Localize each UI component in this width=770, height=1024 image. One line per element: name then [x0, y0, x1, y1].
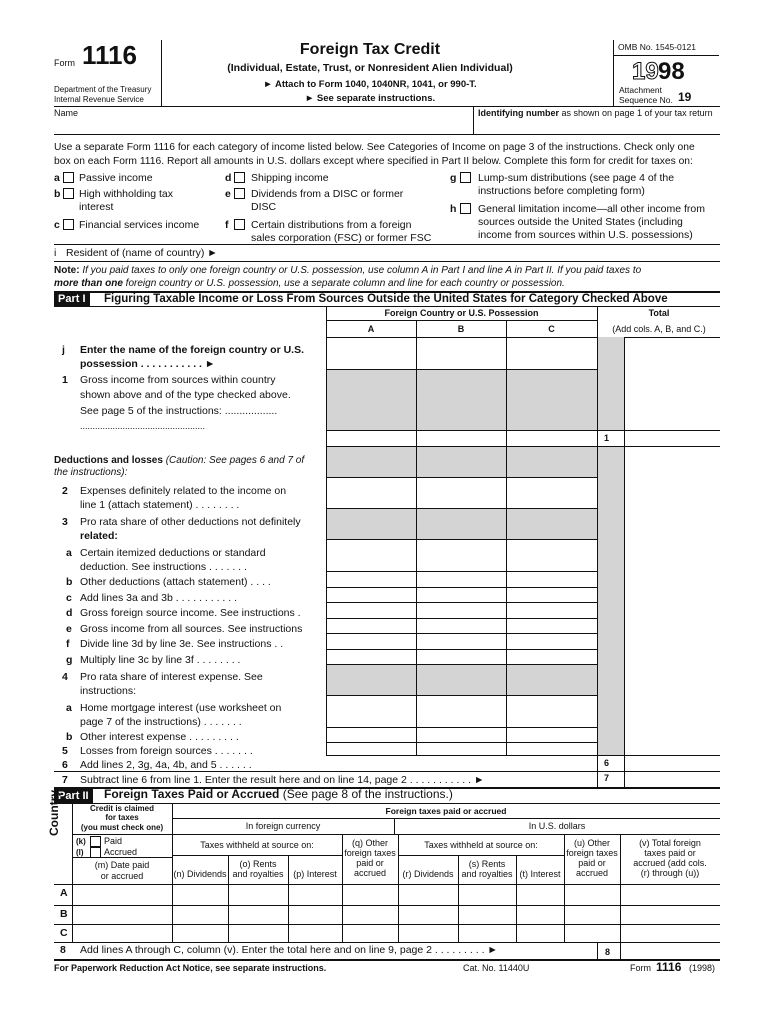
col-n-header: (n) Dividends: [173, 869, 227, 879]
category-letter: a: [54, 172, 60, 184]
category-a-checkbox[interactable]: [63, 172, 74, 183]
accrued-label: Accrued: [104, 847, 138, 857]
catalog-number: Cat. No. 11440U: [463, 963, 530, 973]
deductions-heading: Deductions and losses (Caution: See pages 6 and 7 of: [54, 455, 305, 466]
line4a-text1: Home mortgage interest (use worksheet on: [80, 702, 282, 714]
row-c-label: C: [60, 927, 68, 939]
country-vertical-label: Country: [47, 790, 61, 836]
category-d-checkbox[interactable]: [234, 172, 245, 183]
line-j-text1: Enter the name of the foreign country or U.S.: [80, 344, 305, 356]
footer-year: (1998): [689, 963, 716, 973]
col-v-header3: accrued (add cols.: [633, 858, 707, 868]
col-b-country-name[interactable]: [417, 338, 505, 368]
form-subtitle: (Individual, Estate, Trust, or Nonresident Alien Individual): [227, 62, 513, 74]
line6-text: Add lines 2, 3g, 4a, 4b, and 5 . . . . . .: [80, 759, 252, 771]
category-letter: b: [54, 188, 61, 200]
col-u-header2: foreign taxes: [566, 848, 618, 858]
total-header: Total: [648, 308, 670, 318]
line1-col-c[interactable]: [507, 431, 596, 445]
category-h-label: General limitation income—all other income from: [478, 203, 706, 215]
line4a-letter: a: [66, 702, 72, 714]
foreign-country-header: Foreign Country or U.S. Possession: [384, 308, 539, 318]
note-line1: Note: If you paid taxes to only one foreign country or U.S. possession, use column A in Part I and line A in Part II. If you paid taxes to: [54, 265, 642, 276]
line3f-text: Divide line 3d by line 3e. See instructions . .: [80, 638, 284, 650]
row-b-date-field[interactable]: [73, 906, 171, 923]
line3a-letter: a: [66, 547, 72, 559]
category-h-label2: sources outside the United States (including: [478, 216, 683, 228]
foreign-taxes-paid-header: Foreign taxes paid or accrued: [385, 806, 507, 816]
col-s-header2: and royalties: [461, 869, 513, 879]
category-a-label: Passive income: [79, 172, 153, 184]
col-p-header: (p) Interest: [293, 869, 337, 879]
col-a-header: A: [367, 324, 375, 334]
line6-box-label: 6: [604, 758, 610, 768]
col-q-header2: foreign taxes: [344, 848, 396, 858]
total-subheader: (Add cols. A, B, and C.): [612, 324, 706, 334]
part2-title: Foreign Taxes Paid or Accrued (See page 8 of the instructions.): [104, 787, 453, 801]
col-v-header: (v) Total foreign: [639, 838, 701, 848]
part2-badge: Part II: [54, 789, 93, 803]
line3d-letter: d: [66, 607, 73, 619]
line3c-letter: c: [66, 592, 72, 604]
line3b-text: Other deductions (attach statement) . . . .: [80, 576, 271, 588]
line3a-text1: Certain itemized deductions or standard: [80, 547, 266, 559]
year-prefix: 19: [632, 58, 659, 85]
footer-form-number: 1116: [656, 960, 682, 974]
category-g-label2: instructions before completing form): [478, 185, 645, 197]
category-letter: c: [54, 219, 60, 231]
sequence-label: Sequence No.: [619, 95, 673, 105]
line3a-text2: deduction. See instructions . . . . . . .: [80, 561, 247, 573]
line-j-number: j: [62, 344, 65, 356]
credit-claimed-line1: Credit is claimed: [89, 804, 155, 813]
col-q-header: (q) Other: [351, 838, 388, 848]
line3-text2: related:: [80, 530, 118, 542]
in-us-dollars: In U.S. dollars: [528, 821, 586, 831]
row-a-date-field[interactable]: [73, 885, 171, 904]
part1-title: Figuring Taxable Income or Loss From Sources Outside the United States for Category Checked Above: [104, 293, 668, 305]
category-h-checkbox[interactable]: [460, 203, 471, 214]
col-o-header2: and royalties: [232, 869, 284, 879]
in-foreign-currency: In foreign currency: [245, 821, 321, 831]
category-f-label2: sales corporation (FSC) or former FSC: [251, 232, 432, 244]
line1-text3: See page 5 of the instructions: ..................: [80, 405, 278, 417]
resident-country-field[interactable]: [218, 247, 718, 259]
line6-number: 6: [62, 759, 68, 771]
footer-form-label: Form: [630, 963, 651, 973]
row-b-total-field[interactable]: [621, 906, 719, 923]
col-c-country-name[interactable]: [507, 338, 596, 368]
line3c-text: Add lines 3a and 3b . . . . . . . . . . .: [80, 592, 238, 604]
name-label: Name: [54, 108, 79, 118]
part1-badge: Part I: [54, 292, 90, 306]
line5-text: Losses from foreign sources . . . . . . .: [80, 745, 253, 757]
line3g-text: Multiply line 3c by line 3f . . . . . . . .: [80, 654, 241, 666]
form-number: 1116: [82, 40, 137, 70]
line2-text2: line 1 (attach statement) . . . . . . . .: [80, 499, 240, 511]
col-u-header4: accrued: [575, 868, 609, 878]
col-u-header3: paid or: [578, 858, 606, 868]
col-q-header3: paid or: [356, 858, 384, 868]
date-paid-header2: or accrued: [100, 871, 144, 881]
category-letter: g: [450, 172, 457, 184]
category-e-checkbox[interactable]: [234, 188, 245, 199]
see-instructions: ► See separate instructions.: [304, 93, 436, 104]
credit-claimed-line2: for taxes: [105, 813, 139, 822]
category-f-label: Certain distributions from a foreign: [251, 219, 412, 231]
omb-number: OMB No. 1545-0121: [618, 42, 696, 52]
paid-label: Paid: [104, 836, 123, 846]
category-e-label2: DISC: [251, 201, 277, 213]
line3d-text: Gross foreign source income. See instructions .: [80, 607, 301, 619]
line4-number: 4: [62, 671, 68, 683]
category-letter: h: [450, 203, 457, 215]
line3-text1: Pro rata share of other deductions not definitely: [80, 516, 301, 528]
line1-col-a[interactable]: [327, 431, 415, 445]
identifying-number-label: Identifying number as shown on page 1 of your tax return: [478, 108, 713, 118]
category-c-label: Financial services income: [79, 219, 200, 231]
line2-number: 2: [62, 485, 68, 497]
category-b-label2: interest: [79, 201, 114, 213]
intro-line2: box on each Form 1116. Report all amounts in U.S. dollars except where specified in Part II below. Complete this form for credit for taxes on:: [54, 156, 693, 167]
col-a-country-name[interactable]: [327, 338, 415, 368]
l-label: (l): [76, 848, 84, 857]
credit-claimed-line3: (you must check one): [80, 823, 164, 832]
col-r-header: (r) Dividends: [402, 869, 454, 879]
line1-box-label: 1: [604, 433, 610, 443]
category-b-checkbox[interactable]: [63, 188, 74, 199]
dept-line1: Department of the Treasury: [54, 85, 152, 94]
col-b-header: B: [457, 324, 465, 334]
line1-total[interactable]: [625, 431, 719, 445]
col-v-header2: taxes paid or: [644, 848, 696, 858]
line8-number: 8: [60, 944, 66, 956]
k-label: (k): [76, 837, 86, 846]
date-paid-header: (m) Date paid: [94, 860, 150, 870]
line1-text1: Gross income from sources within country: [80, 374, 276, 386]
line3e-letter: e: [66, 623, 72, 635]
paperwork-notice: For Paperwork Reduction Act Notice, see separate instructions.: [54, 963, 327, 973]
line5-number: 5: [62, 745, 68, 757]
line7-box-label: 7: [604, 773, 610, 783]
category-f-checkbox[interactable]: [234, 219, 245, 230]
line1-number: 1: [62, 374, 68, 386]
attachment-label: Attachment: [619, 85, 662, 95]
line3f-letter: f: [66, 638, 70, 650]
year-suffix: 98: [658, 58, 685, 85]
sequence-number: 19: [678, 90, 692, 104]
line8-box-label: 8: [605, 947, 611, 957]
line8-text: Add lines A through C, column (v). Enter the total here and on line 9, page 2 . . . . . . . . . ►: [80, 944, 498, 956]
line4b-letter: b: [66, 731, 73, 743]
category-g-checkbox[interactable]: [460, 172, 471, 183]
col-c-header: C: [548, 324, 555, 334]
intro-line1: Use a separate Form 1116 for each category of income listed below. See Categories of Income on page 3 of the instructions. Check only one: [54, 142, 695, 153]
line4-text2: instructions:: [80, 685, 137, 697]
line3e-text: Gross income from all sources. See instructions: [80, 623, 303, 635]
col-v-header4: (r) through (u)): [640, 868, 700, 878]
line7-number: 7: [62, 774, 68, 786]
line4b-text: Other interest expense . . . . . . . . .: [80, 731, 239, 743]
category-g-label: Lump-sum distributions (see page 4 of the: [478, 172, 675, 184]
paid-checkbox[interactable]: [90, 836, 101, 847]
line3b-letter: b: [66, 576, 73, 588]
row-a-label: A: [60, 887, 68, 899]
category-h-label3: income from sources within U.S. possessions): [478, 229, 693, 241]
line3g-letter: g: [66, 654, 73, 666]
col-u-header: (u) Other: [573, 838, 610, 848]
line7-text: Subtract line 6 from line 1. Enter the result here and on line 14, page 2 . . . . . . . . . . . ►: [80, 774, 485, 786]
col-s-header: (s) Rents: [468, 859, 506, 869]
dept-line2: Internal Revenue Service: [54, 95, 144, 104]
row-b-label: B: [60, 908, 68, 920]
line2-text1: Expenses definitely related to the income on: [80, 485, 287, 497]
category-letter: d: [225, 172, 232, 184]
row-c-total-field[interactable]: [621, 925, 719, 941]
line7-total[interactable]: [625, 772, 719, 787]
form-title: Foreign Tax Credit: [299, 41, 441, 58]
line3-number: 3: [62, 516, 68, 528]
attach-instruction: ► Attach to Form 1040, 1040NR, 1041, or 990-T.: [263, 79, 477, 90]
line1-text2: shown above and of the type checked above.: [80, 389, 291, 401]
note-line2: more than one foreign country or U.S. possession, use a separate column and line for each country or possession.: [54, 278, 565, 289]
line4a-text2: page 7 of the instructions) . . . . . . .: [80, 716, 242, 728]
withheld-foreign-header: Taxes withheld at source on:: [200, 840, 314, 850]
category-e-label: Dividends from a DISC or former: [251, 188, 404, 200]
line8-total[interactable]: [621, 943, 719, 959]
row-c-date-field[interactable]: [73, 925, 171, 941]
identifying-number-field[interactable]: [478, 120, 718, 132]
resident-letter: i: [54, 247, 57, 259]
row-a-total-field[interactable]: [621, 885, 719, 904]
category-c-checkbox[interactable]: [63, 219, 74, 230]
deductions-heading2: the instructions):: [54, 467, 128, 478]
category-letter: e: [225, 188, 231, 200]
resident-label: Resident of (name of country) ►: [66, 247, 218, 259]
line1-col-b[interactable]: [417, 431, 505, 445]
category-b-label: High withholding tax: [79, 188, 173, 200]
name-field[interactable]: [56, 120, 468, 132]
line-j-text2: possession . . . . . . . . . . . ►: [80, 358, 216, 370]
category-d-label: Shipping income: [251, 172, 329, 184]
col-o-header: (o) Rents: [239, 859, 277, 869]
line1-text4: ..................................................: [80, 421, 206, 431]
col-t-header: (t) Interest: [519, 869, 561, 879]
form-label: Form: [54, 58, 75, 68]
col-q-header4: accrued: [353, 868, 387, 878]
category-letter: f: [225, 219, 229, 231]
line4-text1: Pro rata share of interest expense. See: [80, 671, 263, 683]
withheld-us-header: Taxes withheld at source on:: [424, 840, 538, 850]
